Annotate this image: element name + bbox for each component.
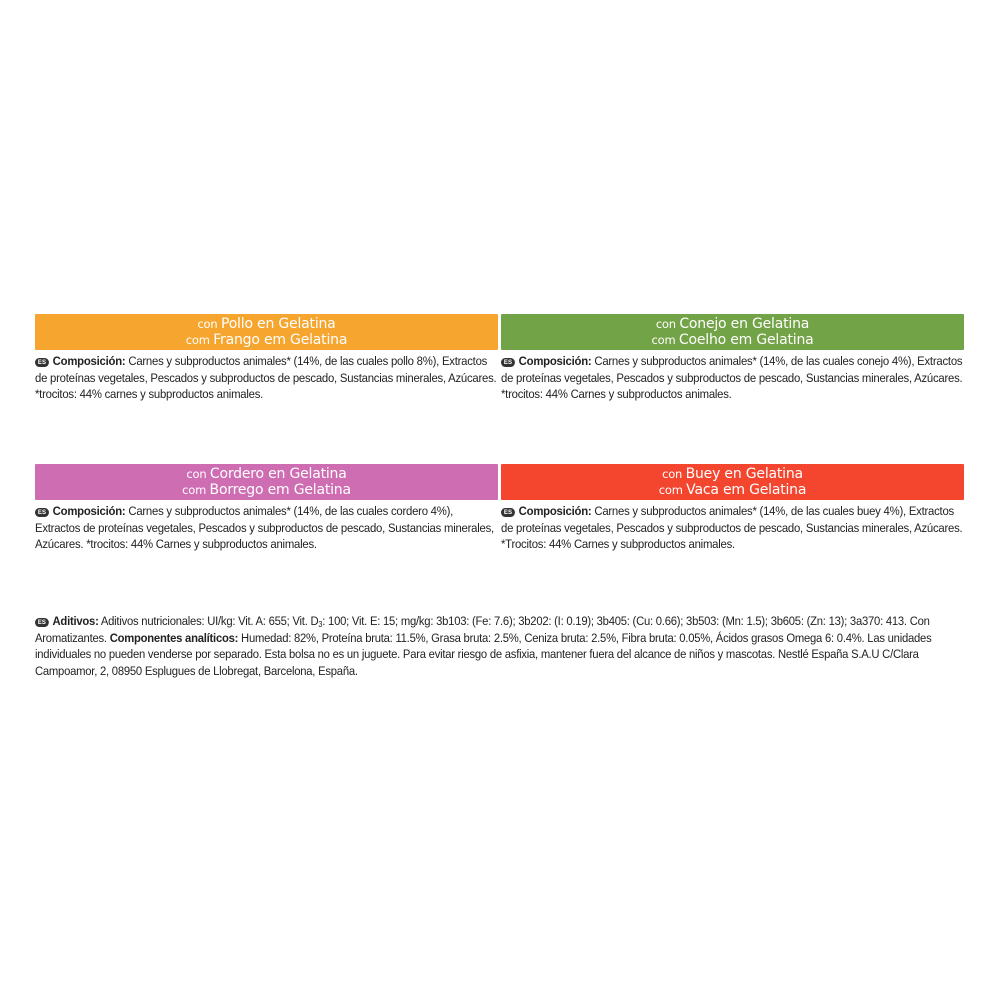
additives-footer bbox=[35, 613, 967, 679]
es-flag-icon: ES bbox=[35, 618, 49, 627]
product-block-pollo bbox=[35, 314, 498, 403]
product-banner-conejo bbox=[501, 314, 964, 350]
vitamin-subscript: 3 bbox=[318, 620, 323, 629]
additives-label: Aditivos: bbox=[52, 614, 99, 628]
banner-line-pt: com Coelho em Gelatina bbox=[651, 332, 814, 348]
product-block-conejo bbox=[501, 314, 964, 403]
es-flag-icon: ES bbox=[501, 508, 515, 517]
banner-line-pt: com Frango em Gelatina bbox=[185, 332, 348, 348]
banner-line-pt: com Vaca em Gelatina bbox=[658, 482, 807, 498]
product-block-cordero bbox=[35, 464, 498, 553]
additives-text-pre: Aditivos nutricionales: UI/kg: Vit. A: 655; Vit. D bbox=[100, 614, 319, 628]
composition-text bbox=[501, 353, 966, 403]
product-banner-pollo bbox=[35, 314, 498, 350]
analytic-label: Componentes analíticos: bbox=[109, 630, 239, 645]
composition-text bbox=[501, 503, 966, 553]
composition-label: Composición: bbox=[518, 354, 592, 368]
es-flag-icon: ES bbox=[35, 508, 49, 517]
banner-line-pt: com Borrego em Gelatina bbox=[182, 482, 351, 498]
composition-text bbox=[35, 503, 500, 553]
composition-text bbox=[35, 353, 500, 403]
composition-label: Composición: bbox=[518, 504, 592, 518]
banner-line-es: con Cordero en Gelatina bbox=[186, 466, 347, 482]
composition-label: Composición: bbox=[52, 354, 126, 368]
composition-label: Composición: bbox=[52, 504, 126, 518]
product-banner-cordero bbox=[35, 464, 498, 500]
es-flag-icon: ES bbox=[35, 358, 49, 367]
analytic-text: Humedad: 82%, Proteína bruta: 11.5%, Grasa bruta: 2.5%, Ceniza bruta: 2.5%, Fibra bruta: 0.05%, Ácidos grasos Omega 6: 0.4%. Las unidades individuales no pueden venderse por separado. Esta bolsa no es un juguete. Para evitar riesgo de asfixia, mantener fuera del alcance de niños y mascotas. Nestlé España S.A.U C/Clara Campoamor, 2, 08950 Esplugues de Llobregat, Barcelona, España. bbox=[35, 630, 932, 678]
es-flag-icon: ES bbox=[501, 358, 515, 367]
product-banner-buey bbox=[501, 464, 964, 500]
composition-body: Carnes y subproductos animales* (14%, de las cuales pollo 8%), Extractos de proteínas vegetales, Pescados y subproductos de pescado, Sustancias minerales, Azúcares. *trocitos: 44% carnes y subproductos animales. bbox=[35, 354, 497, 401]
composition-body: Carnes y subproductos animales* (14%, de las cuales conejo 4%), Extractos de proteínas vegetales, Pescados y subproductos de pescado, Sustancias minerales, Azúcares. *trocitos: 44% Carnes y subproductos animales. bbox=[501, 354, 963, 401]
composition-body: Carnes y subproductos animales* (14%, de las cuales buey 4%), Extractos de proteínas vegetales, Pescados y subproductos de pescado, Sustancias minerales, Azúcares. *Trocitos: 44% Carnes y subproductos animales. bbox=[501, 504, 963, 551]
banner-line-es: con Pollo en Gelatina bbox=[197, 316, 336, 332]
composition-body: Carnes y subproductos animales* (14%, de las cuales cordero 4%), Extractos de proteínas vegetales, Pescados y subproductos de pescado, Sustancias minerales, Azúcares. *trocitos: 44% Carnes y subproductos animales. bbox=[35, 504, 494, 551]
product-block-buey bbox=[501, 464, 964, 553]
banner-line-es: con Conejo en Gelatina bbox=[655, 316, 810, 332]
banner-line-es: con Buey en Gelatina bbox=[662, 466, 803, 482]
additives-text-post: : 100; Vit. E: 15; mg/kg: 3b103: (Fe: 7.6); 3b202: (I: 0.19); 3b405: (Cu: 0.66); 3b503: (Mn: 1.5); 3b605: (Zn: 13); 3a370: 413. Con Aromatizantes. bbox=[35, 614, 930, 645]
